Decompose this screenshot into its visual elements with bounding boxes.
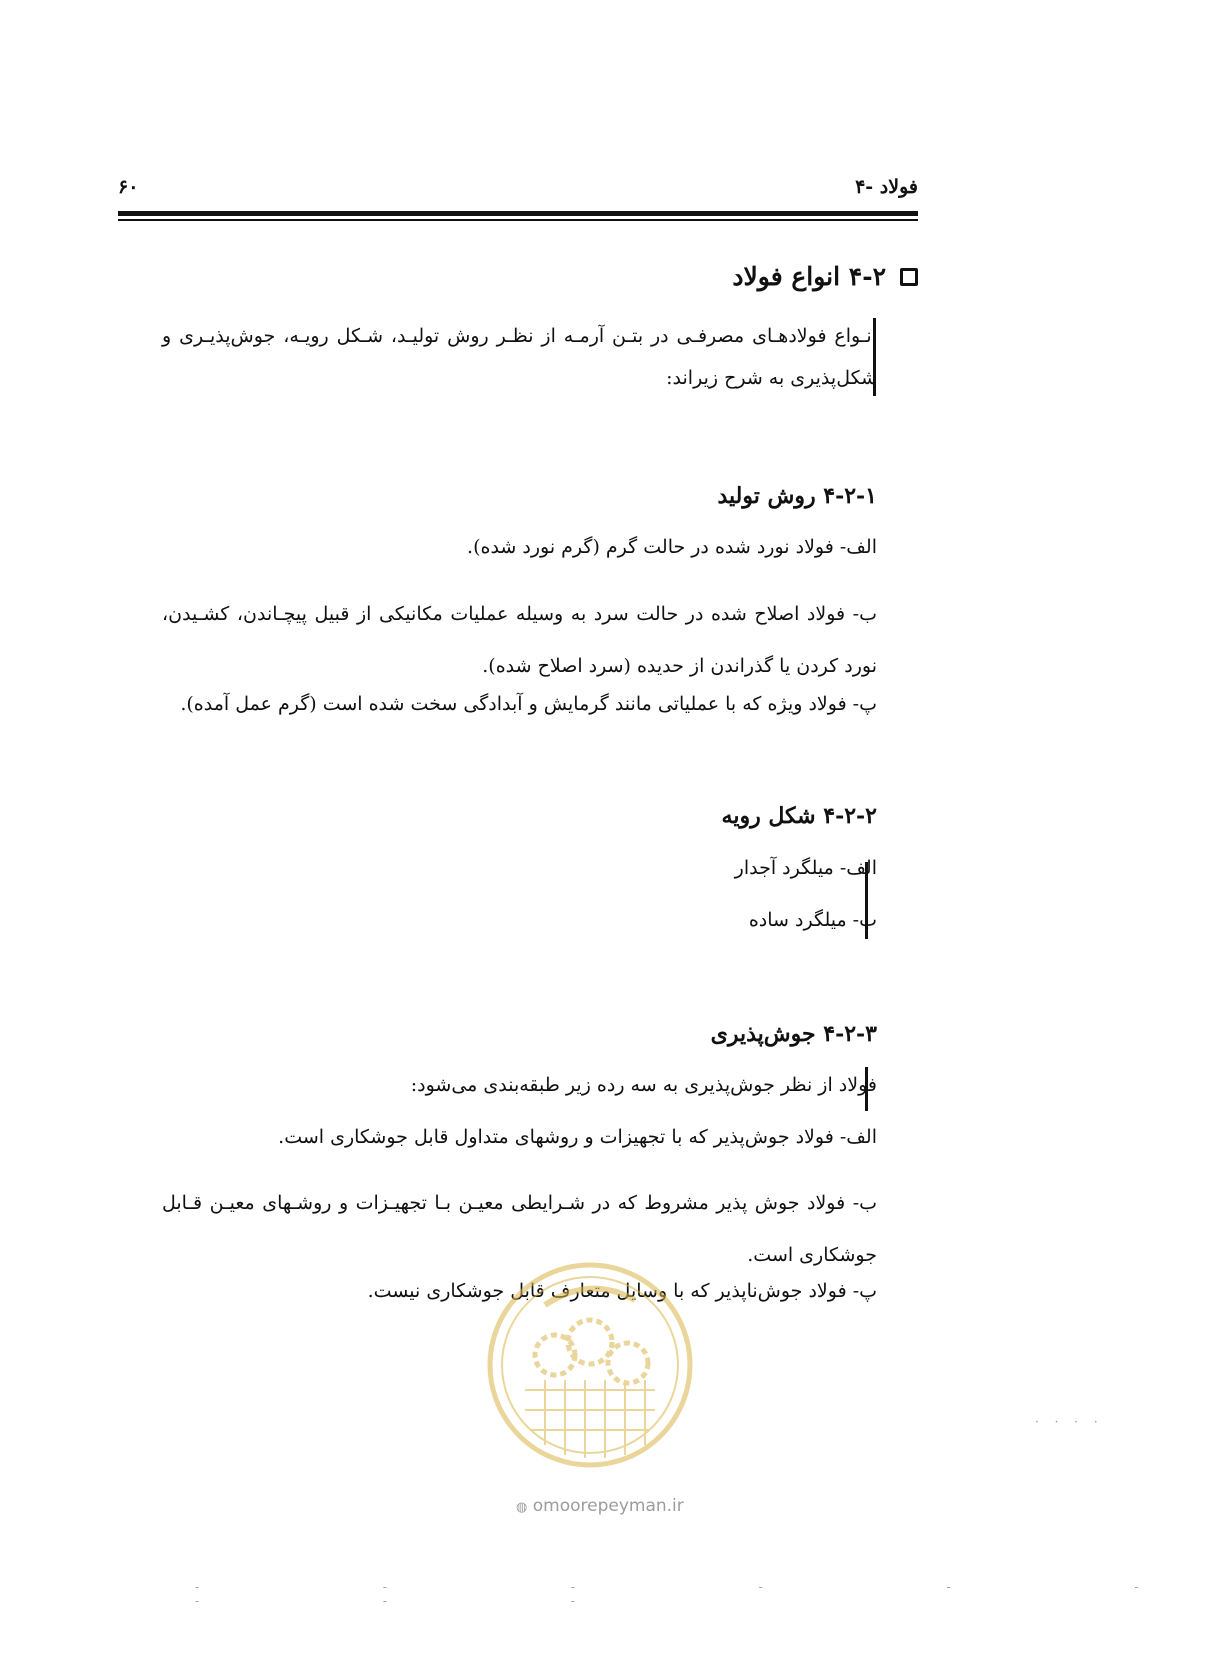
square-bullet-icon: [900, 268, 918, 286]
chapter-title: ۴- فولاد: [855, 176, 918, 198]
weldability-item: الف- فولاد جوش‌پذیر که با تجهیزات و روشهای متداول قابل جوشکاری است.: [278, 1126, 877, 1148]
subsection-title-weldability: ۴-۲-۳ جوش‌پذیری: [710, 1021, 877, 1047]
watermark-text: ◍ omoorepeyman.ir: [516, 1496, 684, 1516]
watermark-seal-icon: [485, 1260, 695, 1470]
scan-noise: · · · ·: [1035, 1415, 1104, 1429]
production-item: ب- فولاد اصلاح شده در حالت سرد به وسیله عملیات مکانیکی از قبیل پیچـاندن، کشـیدن، نورد کردن یا گذراندن از حدیده (سرد اصلاح شده).: [162, 603, 877, 677]
scan-noise: - - - - - - - - -: [195, 1580, 1229, 1608]
header-rule-thin: [118, 219, 918, 221]
page-header: [118, 168, 918, 198]
production-item: پ- فولاد ویژه که با عملیاتی مانند گرمایش و آبدادگی سخت شده است (گرم عمل آمده).: [180, 693, 877, 715]
header-rule-thick: [118, 211, 918, 216]
globe-icon: ◍: [516, 1500, 528, 1515]
section-title-row: [732, 262, 918, 291]
production-item: الف- فولاد نورد شده در حالت گرم (گرم نورد شده).: [467, 536, 877, 558]
section-intro: انـواع فولادهـای مصرفـی در بتـن آرمـه از نظـر روش تولیـد، شـکل رویـه، جوش‌پذیـری و شکل‌پذیری به شرح زیراند:: [162, 325, 877, 389]
weldability-item: پ- فولاد جوش‌ناپذیر که با وسایل متعارف قابل جوشکاری نیست.: [367, 1280, 877, 1302]
surface-item: ب- میلگرد ساده: [748, 909, 877, 931]
weldability-item: ب- فولاد جوش پذیر مشروط که در شـرایطی معیـن بـا تجهیـزات و روشـهای معیـن قـابل جوشکاری است.: [162, 1192, 877, 1266]
weldability-intro: فولاد از نظر جوش‌پذیری به سه رده زیر طبقه‌بندی می‌شود:: [410, 1074, 877, 1096]
page-number: ۶۰: [118, 176, 139, 198]
section-title: ۴-۲ انواع فولاد: [732, 262, 886, 291]
surface-item: الف- میلگرد آجدار: [734, 857, 877, 879]
subsection-title-production: ۴-۲-۱ روش تولید: [717, 483, 877, 509]
subsection-title-surface: ۴-۲-۲ شکل رویه: [721, 803, 877, 829]
